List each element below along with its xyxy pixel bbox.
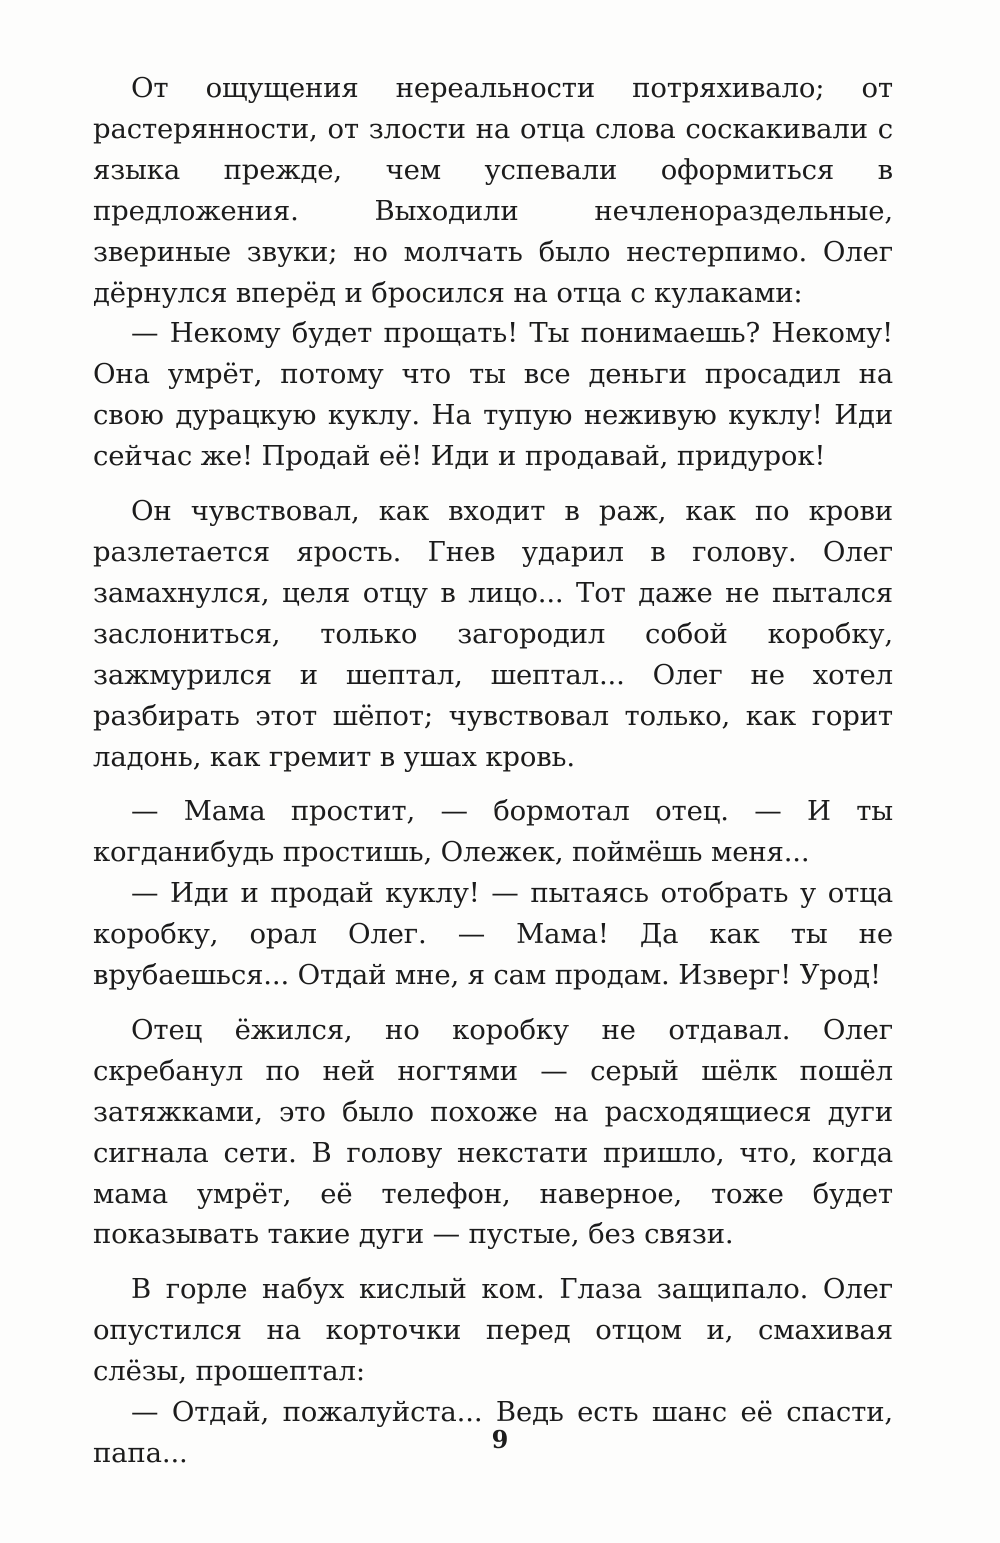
page-number: 9 [491, 1425, 509, 1454]
body-text [93, 68, 893, 1474]
paragraph-2: — Некому будет прощать! Ты понимаешь? Некому! Она умрёт, потому что ты все деньги просадил на свою дурацкую куклу. На тупую неживую куклу! Иди сейчас же! Продай её! Иди и продавай, придурок! [93, 317, 893, 473]
paragraph-8: — Отдай, пожалуйста... Ведь есть шанс её спасти, папа... [93, 1396, 893, 1469]
paragraph-6: Отец ёжился, но коробку не отдавал. Олег скребанул по ней ногтями — серый шёлк пошёл затяжками, это было похоже на расходящиеся дуги сигнала сети. В голову некстати пришло, что, когда мама умрёт, её телефон, наверное, тоже будет показывать такие дуги — пустые, без связи. [93, 1013, 893, 1251]
paragraph-3: Он чувствовал, как входит в раж, как по крови разлетается ярость. Гнев ударил в голову. Олег замахнулся, целя отцу в лицо... Тот даже не пытался заслониться, только загородил собой коробку, зажмурился и шептал, шептал... Олег не хотел разбирать этот шёпот; чувствовал только, как горит ладонь, как гремит в ушах кровь. [93, 495, 893, 773]
paragraph-5: — Иди и продай куклу! — пытаясь отобрать у отца коробку, орал Олег. — Мама! Да как ты не врубаешься... Отдай мне, я сам продам. Изверг! Урод! [93, 877, 893, 992]
paragraph-1: От ощущения нереальности потряхивало; от растерянности, от злости на отца слова соскакивали с языка прежде, чем успевали оформиться в предложения. Выходили нечленораздельные, звериные звуки; но молчать было нестерпимо. Олег дёрнулся вперёд и бросился на отца с кулаками: [93, 72, 893, 309]
paragraph-7: В горле набух кислый ком. Глаза защипало. Олег опустился на корточки перед отцом и, смахивая слёзы, прошептал: [93, 1273, 893, 1388]
paragraph-4: — Мама простит, — бормотал отец. — И ты когданибудь простишь, Олежек, поймёшь меня... [93, 795, 893, 869]
